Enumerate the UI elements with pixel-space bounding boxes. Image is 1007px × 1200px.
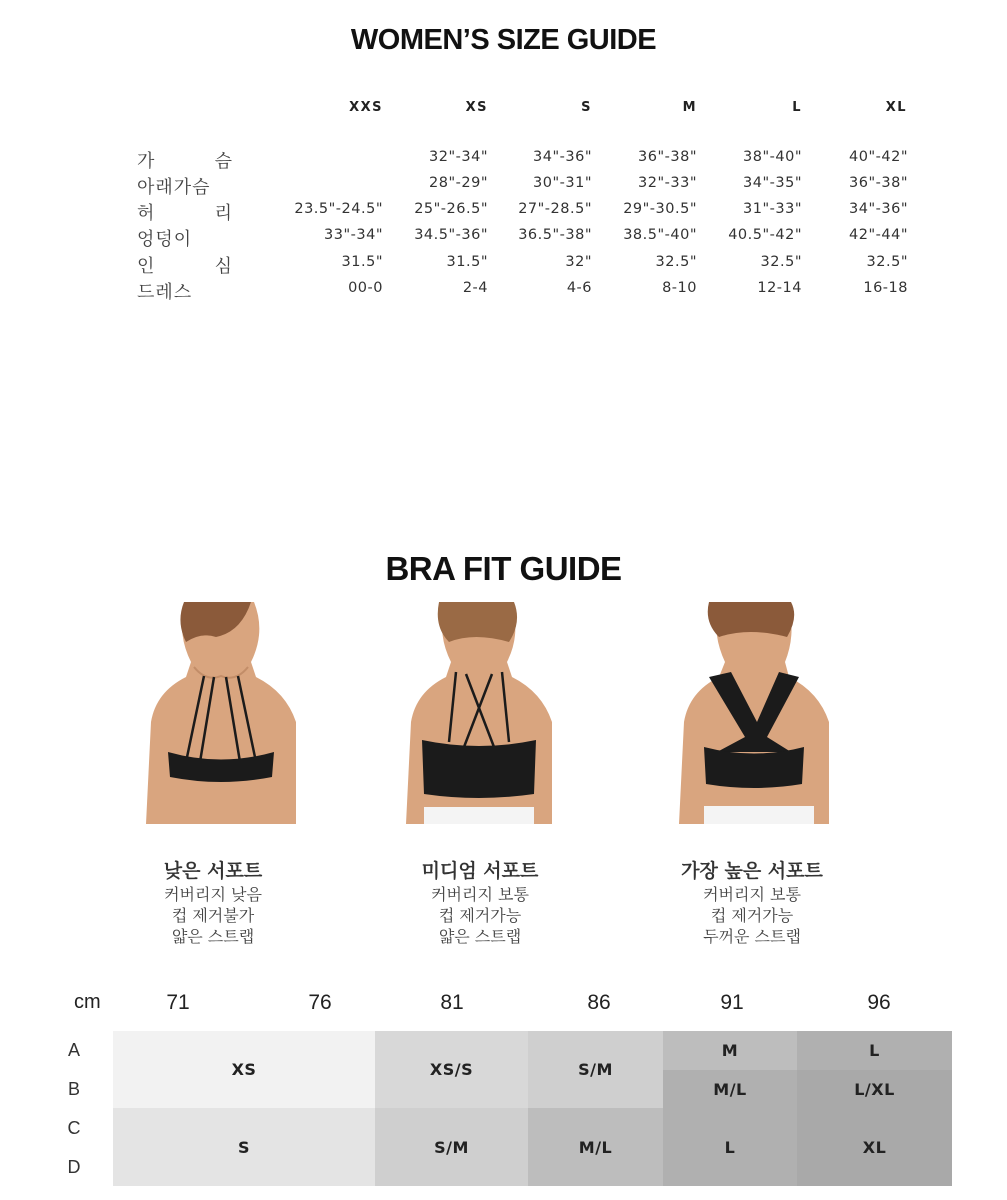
size-cell-l-cd: L bbox=[663, 1108, 797, 1186]
band-76: 76 bbox=[308, 991, 332, 1014]
size-cell: 40"-42" bbox=[849, 149, 908, 165]
size-row-label: 엉덩이 bbox=[137, 229, 193, 250]
size-cell: 38"-40" bbox=[743, 149, 802, 165]
size-cell: 32"-33" bbox=[638, 175, 697, 191]
low-support-strap: 얇은 스트랩 bbox=[171, 927, 255, 946]
size-header-s: S bbox=[581, 100, 592, 115]
band-91: 91 bbox=[720, 991, 744, 1014]
low-support-name: 낮은 서포트 bbox=[163, 860, 263, 882]
medium-support-coverage: 커버리지 보통 bbox=[431, 885, 529, 904]
low-support-bra-photo bbox=[146, 602, 296, 824]
size-cell: 36.5"-38" bbox=[518, 227, 592, 243]
high-support-strap: 두꺼운 스트랩 bbox=[703, 927, 801, 946]
size-cell: 25"-26.5" bbox=[414, 201, 488, 217]
medium-support-bra-photo bbox=[404, 602, 554, 824]
size-cell-xl: XL bbox=[797, 1108, 952, 1186]
size-header-m: M bbox=[682, 100, 697, 115]
size-row-label: 가 슴 bbox=[137, 151, 233, 172]
cup-d: D bbox=[67, 1157, 81, 1177]
size-cell: 31.5" bbox=[341, 254, 383, 270]
size-cell: 38.5"-40" bbox=[623, 227, 697, 243]
size-cell: 40.5"-42" bbox=[728, 227, 802, 243]
band-81: 81 bbox=[440, 991, 464, 1014]
size-row-label: 허 리 bbox=[137, 203, 233, 224]
high-support-cup: 컵 제거가능 bbox=[710, 906, 794, 925]
size-header-xl: XL bbox=[885, 100, 907, 115]
size-cell: 12-14 bbox=[757, 280, 802, 296]
size-cell-xs: XS bbox=[113, 1031, 375, 1108]
size-row-label: 인 심 bbox=[137, 256, 233, 277]
size-cell: 8-10 bbox=[662, 280, 697, 296]
low-support-coverage: 커버리지 낮음 bbox=[164, 885, 262, 904]
size-cell: 2-4 bbox=[462, 280, 488, 296]
size-cell: 32.5" bbox=[655, 254, 697, 270]
size-row-label: 아래가슴 bbox=[137, 177, 211, 198]
size-cell-s-m-cd: S/M bbox=[375, 1108, 528, 1186]
cup-c: C bbox=[67, 1118, 81, 1138]
size-cell: 28"-29" bbox=[429, 175, 488, 191]
medium-support-strap: 얇은 스트랩 bbox=[438, 927, 522, 946]
bra-fit-title: BRA FIT GUIDE bbox=[385, 550, 622, 587]
size-cell-m: M bbox=[663, 1031, 797, 1070]
size-cell: 29"-30.5" bbox=[623, 201, 697, 217]
size-cell: 34.5"-36" bbox=[414, 227, 488, 243]
low-support-cup: 컵 제거불가 bbox=[171, 906, 255, 925]
size-cell: 36"-38" bbox=[638, 149, 697, 165]
band-86: 86 bbox=[587, 991, 611, 1014]
size-cell-s: S bbox=[113, 1108, 375, 1186]
band-71: 71 bbox=[166, 991, 190, 1014]
size-header-l: L bbox=[792, 100, 802, 115]
cup-b: B bbox=[67, 1079, 80, 1099]
size-cell: 32"-34" bbox=[429, 149, 488, 165]
size-row-label: 드레스 bbox=[137, 282, 193, 303]
size-cell: 23.5"-24.5" bbox=[294, 201, 383, 217]
cup-a: A bbox=[67, 1040, 80, 1060]
size-cell-s-m-ab: S/M bbox=[528, 1031, 663, 1108]
high-support-bra-photo bbox=[679, 602, 829, 824]
size-cell-l-xl: L/XL bbox=[797, 1070, 952, 1108]
medium-support-name: 미디엄 서포트 bbox=[421, 860, 539, 882]
size-cell: 34"-35" bbox=[743, 175, 802, 191]
size-cell: 00-0 bbox=[348, 280, 383, 296]
size-cell: 32" bbox=[565, 254, 592, 270]
size-cell-m-l-b: M/L bbox=[663, 1070, 797, 1108]
size-cell: 4-6 bbox=[566, 280, 592, 296]
band-96: 96 bbox=[867, 991, 891, 1014]
high-support-coverage: 커버리지 보통 bbox=[703, 885, 801, 904]
size-cell: 16-18 bbox=[863, 280, 908, 296]
size-cell: 34"-36" bbox=[533, 149, 592, 165]
size-cell-xs-s: XS/S bbox=[375, 1031, 528, 1108]
size-cell: 36"-38" bbox=[849, 175, 908, 191]
size-cell: 32.5" bbox=[760, 254, 802, 270]
size-cell: 34"-36" bbox=[849, 201, 908, 217]
medium-support-cup: 컵 제거가능 bbox=[438, 906, 522, 925]
size-cell-l-a: L bbox=[797, 1031, 952, 1070]
size-header-xxs: XXS bbox=[349, 100, 383, 115]
size-cell: 32.5" bbox=[866, 254, 908, 270]
high-support-name: 가장 높은 서포트 bbox=[681, 860, 823, 882]
size-cell: 42"-44" bbox=[849, 227, 908, 243]
size-cell: 30"-31" bbox=[533, 175, 592, 191]
size-cell-m-l-cd: M/L bbox=[528, 1108, 663, 1186]
unit-label: cm bbox=[74, 991, 101, 1013]
size-header-xs: XS bbox=[465, 100, 488, 115]
size-cell: 27"-28.5" bbox=[518, 201, 592, 217]
size-cell: 31"-33" bbox=[743, 201, 802, 217]
size-guide-title: WOMEN’S SIZE GUIDE bbox=[350, 24, 657, 56]
size-cell: 33"-34" bbox=[324, 227, 383, 243]
size-cell: 31.5" bbox=[446, 254, 488, 270]
